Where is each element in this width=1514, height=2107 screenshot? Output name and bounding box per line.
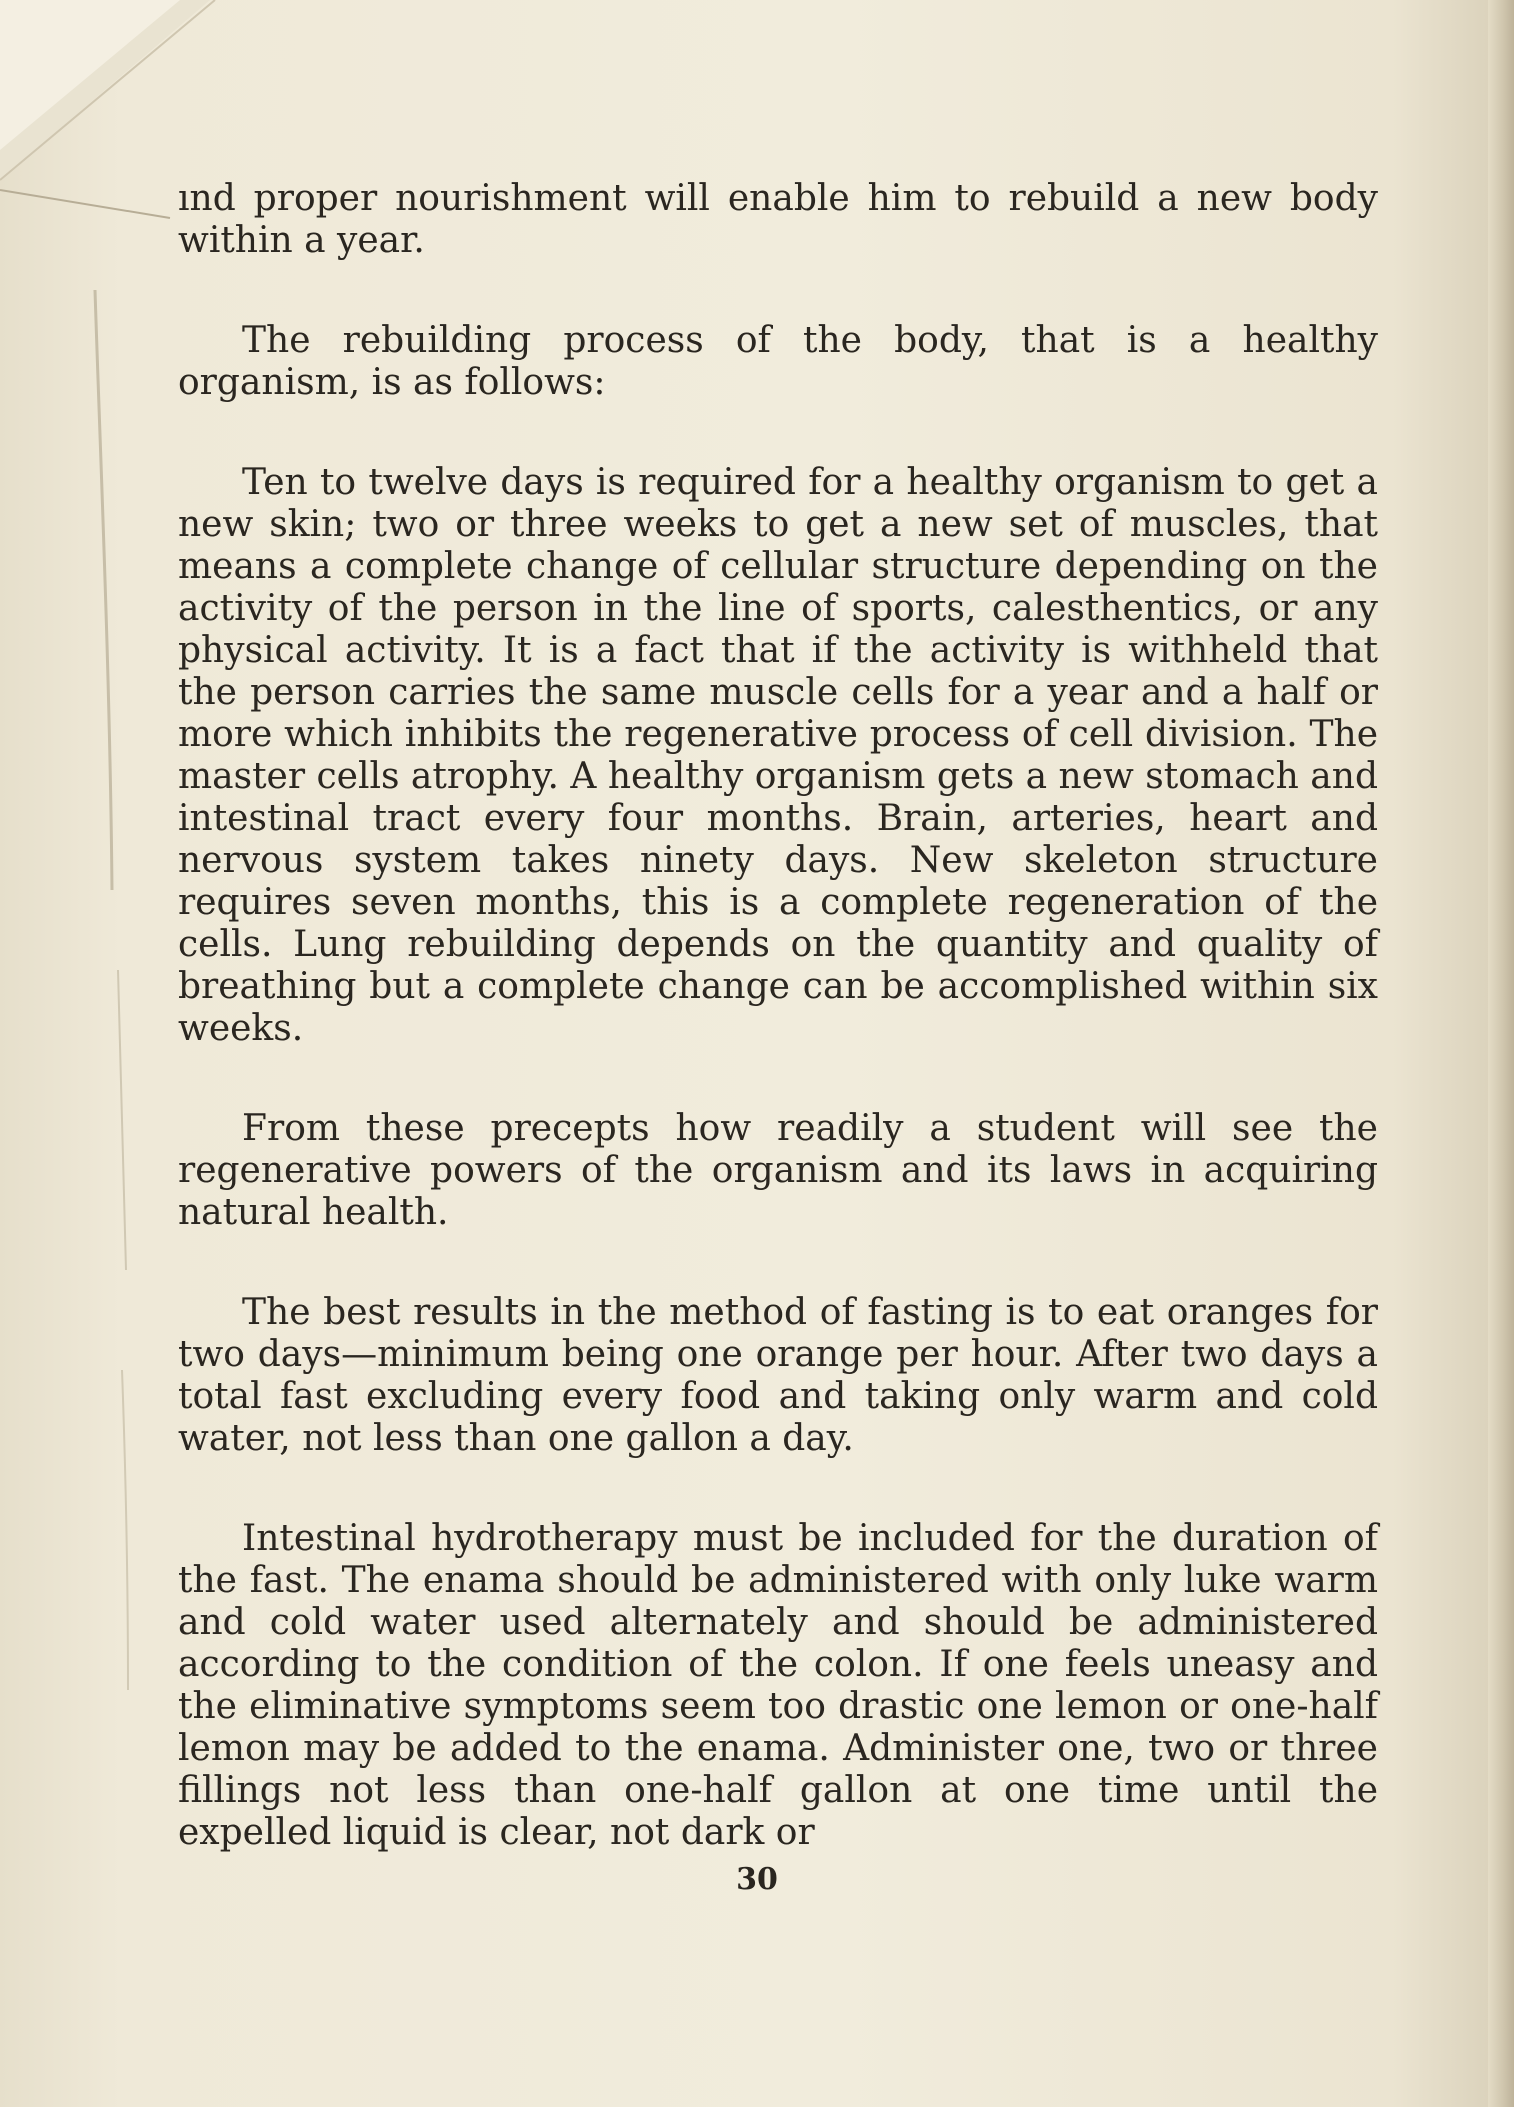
paragraph-hydrotherapy: Intestinal hydrotherapy must be included for the duration of the fast. The enama should be administered with only luke warm and cold water used alternately and should be administered according to the condition of the colon. If one feels uneasy and the eliminative symptoms seem too drastic one lemon or one-half lemon may be added to the enama. Administer one, two or three fillings not less than one-half gallon at one time until the expelled liquid is clear, not dark or: [178, 1518, 1378, 1853]
page-edge-shadow: [1488, 0, 1514, 2107]
paragraph-rebuilding-process: The rebuilding process of the body, that is a healthy organism, is as follows:: [178, 320, 1378, 403]
binding-marks: [0, 250, 140, 1750]
body-text: [178, 178, 1378, 1912]
paragraph-regeneration-times: Ten to twelve days is required for a healthy organism to get a new skin; two or three weeks to get a new set of muscles, that means a complete change of cellular structure depending on the activity of the person in the line of sports, calesthentics, or any physical activity. It is a fact that if the activity is withheld that the person carries the same muscle cells for a year and a half or more which inhibits the regenerative process of cell division. The master cells atrophy. A healthy organism gets a new stomach and intestinal tract every four months. Brain, arteries, heart and nervous system takes ninety days. New skeleton structure requires seven months, this is a complete regeneration of the cells. Lung rebuilding depends on the quantity and quality of breathing but a complete change can be accomplished within six weeks.: [178, 462, 1378, 1049]
page-number: 30: [736, 1862, 778, 1897]
paragraph-fasting-method: The best results in the method of fasting is to eat oranges for two days—minimum being one orange per hour. After two days a total fast excluding every food and taking only warm and cold water, not less than one gallon a day.: [178, 1292, 1378, 1459]
paragraph-continued: ınd proper nourishment will enable him to rebuild a new body within a year.: [178, 178, 1378, 261]
paragraph-precepts: From these precepts how readily a student will see the regenerative powers of the organism and its laws in acquiring natural health.: [178, 1108, 1378, 1233]
